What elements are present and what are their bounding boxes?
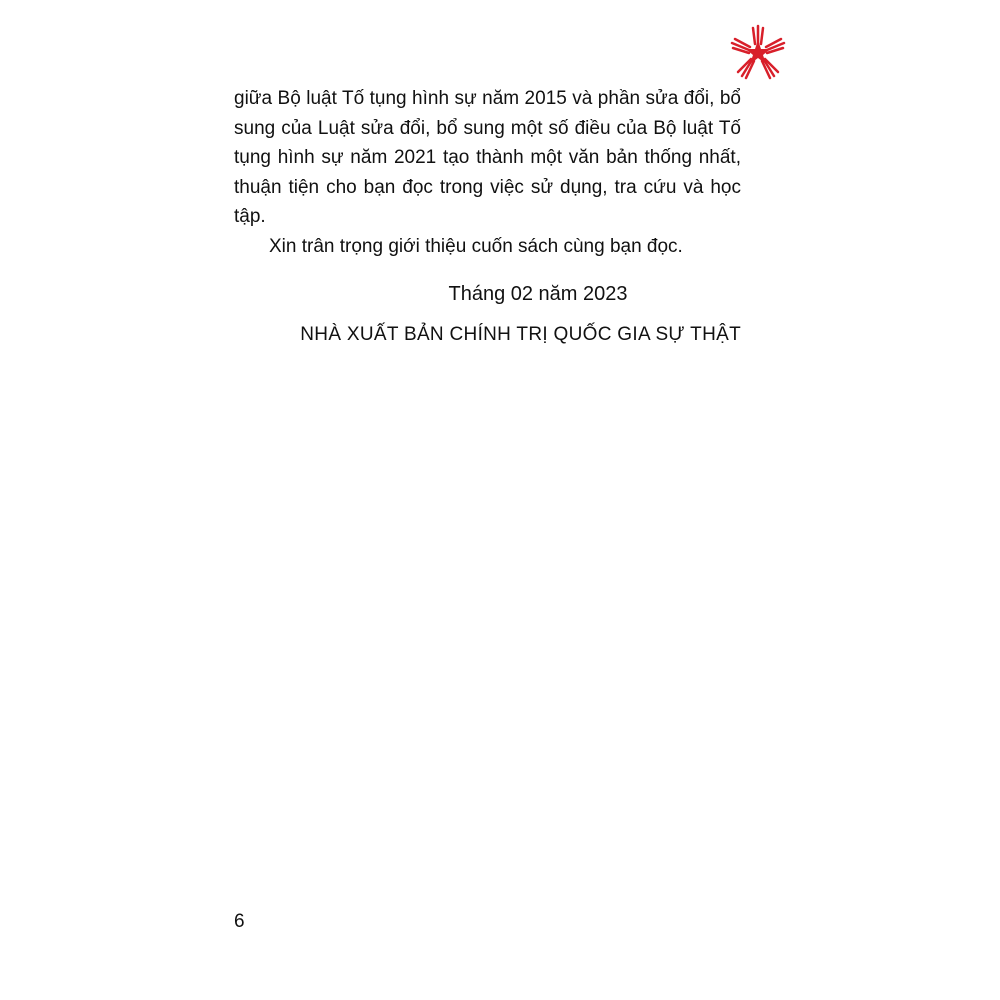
- publisher-name: NHÀ XUẤT BẢN CHÍNH TRỊ QUỐC GIA SỰ THẬT: [300, 324, 741, 345]
- logo-stroke: [753, 28, 755, 44]
- date-line: Tháng 02 năm 2023: [448, 283, 628, 305]
- paragraph-introduction: Xin trân trọng giới thiệu cuốn sách cùng bạn đọc.: [269, 235, 683, 257]
- logo-stroke: [761, 28, 763, 44]
- page-number: 6: [234, 911, 245, 932]
- publisher-star-logo-icon: [728, 22, 788, 82]
- paragraph-continuation: giữa Bộ luật Tố tụng hình sự năm 2015 và phần sửa đổi, bổ sung của Luật sửa đổi, bổ sung một số điều của Bộ luật Tố tụng hình sự năm 2021 tạo thành một văn bản thống nhất, thuận tiện cho bạn đọc trong việc sử dụng, tra cứu và học tập.: [234, 88, 741, 227]
- body-text: [234, 84, 741, 261]
